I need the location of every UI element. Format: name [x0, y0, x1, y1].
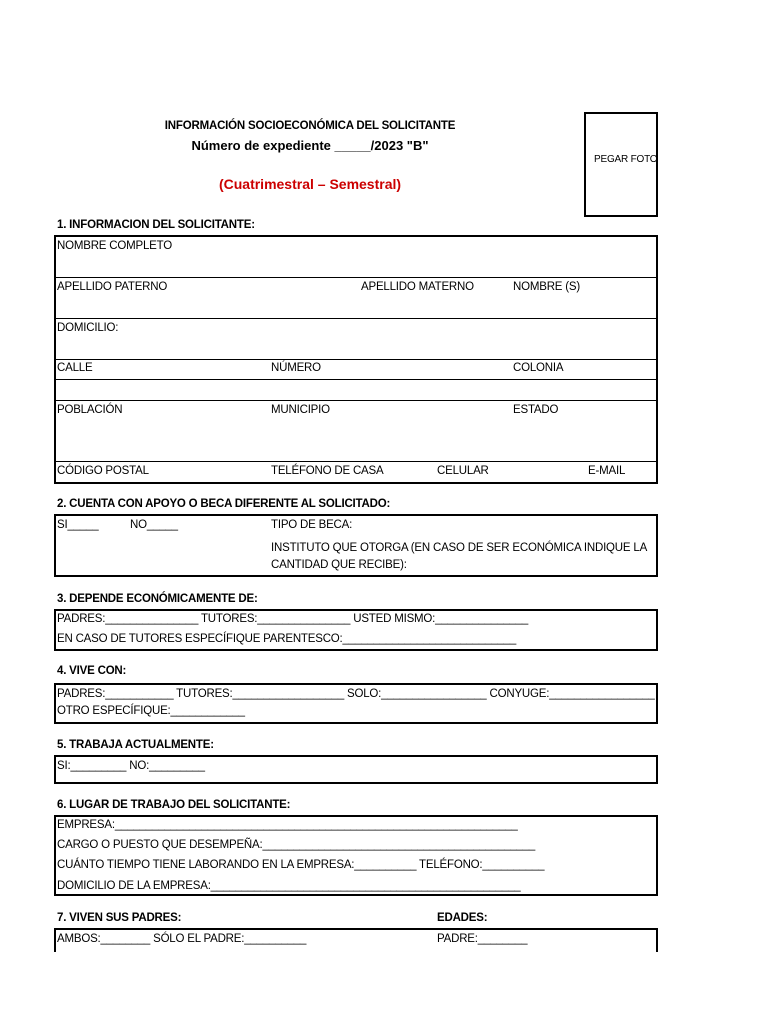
section-4-title: 4. VIVE CON: — [57, 665, 127, 677]
field-email[interactable]: E-MAIL — [588, 465, 626, 477]
field-apellido-materno[interactable]: APELLIDO MATERNO — [361, 281, 474, 293]
field-numero[interactable]: NÚMERO — [271, 362, 321, 374]
beca-si[interactable]: SI_____ — [57, 519, 99, 531]
field-nombre-completo[interactable]: NOMBRE COMPLETO — [57, 240, 172, 252]
period-label: (Cuatrimestral – Semestral) — [218, 176, 402, 192]
trabajo-empresa[interactable]: EMPRESA:_________________________________________________________________ — [57, 819, 518, 831]
field-instituto-line2: CANTIDAD QUE RECIBE): — [271, 559, 407, 571]
depende-line2[interactable]: EN CASO DE TUTORES ESPECÍFIQUE PARENTESCO:____________________________ — [57, 633, 517, 645]
field-nombre[interactable]: NOMBRE (S) — [513, 281, 581, 293]
field-telefono-casa[interactable]: TELÉFONO DE CASA — [271, 465, 384, 477]
photo-box[interactable] — [584, 112, 658, 217]
trabajo-domicilio[interactable]: DOMICILIO DE LA EMPRESA:__________________________________________________ — [57, 880, 521, 892]
field-tipo-beca[interactable]: TIPO DE BECA: — [271, 519, 353, 531]
field-domicilio[interactable]: DOMICILIO: — [57, 322, 119, 334]
section-1-box — [54, 235, 658, 484]
section-2-title: 2. CUENTA CON APOYO O BECA DIFERENTE AL SOLICITADO: — [57, 498, 391, 510]
field-colonia[interactable]: COLONIA — [513, 362, 564, 374]
beca-no[interactable]: NO_____ — [130, 519, 178, 531]
field-instituto-line1[interactable]: INSTITUTO QUE OTORGA (EN CASO DE SER ECONÓMICA INDIQUE LA — [271, 542, 648, 554]
form-title: INFORMACIÓN SOCIOECONÓMICA DEL SOLICITANTE — [164, 120, 456, 132]
field-codigo-postal[interactable]: CÓDIGO POSTAL — [57, 465, 149, 477]
expediente-number: Número de expediente _____/2023 "B" — [191, 138, 429, 153]
field-celular[interactable]: CELULAR — [437, 465, 489, 477]
edad-padre[interactable]: PADRE:________ — [437, 933, 528, 945]
trabajo-cargo[interactable]: CARGO O PUESTO QUE DESEMPEÑA:____________________________________________ — [57, 839, 536, 851]
section-3-title: 3. DEPENDE ECONÓMICAMENTE DE: — [57, 593, 258, 605]
section-1-title: 1. INFORMACION DEL SOLICITANTE: — [57, 219, 255, 231]
section-7-title: 7. VIVEN SUS PADRES: — [57, 912, 182, 924]
section-5-title: 5. TRABAJA ACTUALMENTE: — [57, 739, 214, 751]
field-calle[interactable]: CALLE — [57, 362, 93, 374]
field-estado[interactable]: ESTADO — [513, 404, 559, 416]
trabajo-tiempo[interactable]: CUÁNTO TIEMPO TIENE LABORANDO EN LA EMPRESA:__________ TELÉFONO:__________ — [57, 859, 545, 871]
trabaja-line[interactable]: SI:_________ NO:_________ — [57, 760, 205, 772]
vive-con-line2[interactable]: OTRO ESPECÍFIQUE:____________ — [57, 705, 245, 717]
field-apellido-paterno[interactable]: APELLIDO PATERNO — [57, 281, 168, 293]
field-poblacion[interactable]: POBLACIÓN — [57, 404, 123, 416]
edades-title: EDADES: — [437, 912, 488, 924]
padres-line[interactable]: AMBOS:________ SÓLO EL PADRE:__________ — [57, 933, 307, 945]
depende-line1[interactable]: PADRES:_______________ TUTORES:_______________ USTED MISMO:_______________ — [57, 613, 529, 625]
field-municipio[interactable]: MUNICIPIO — [271, 404, 330, 416]
section-6-title: 6. LUGAR DE TRABAJO DEL SOLICITANTE: — [57, 799, 291, 811]
photo-label: PEGAR FOTO — [594, 154, 658, 165]
vive-con-line1[interactable]: PADRES:___________ TUTORES:__________________ SOLO:_________________ CONYUGE:_________________ — [57, 688, 655, 700]
